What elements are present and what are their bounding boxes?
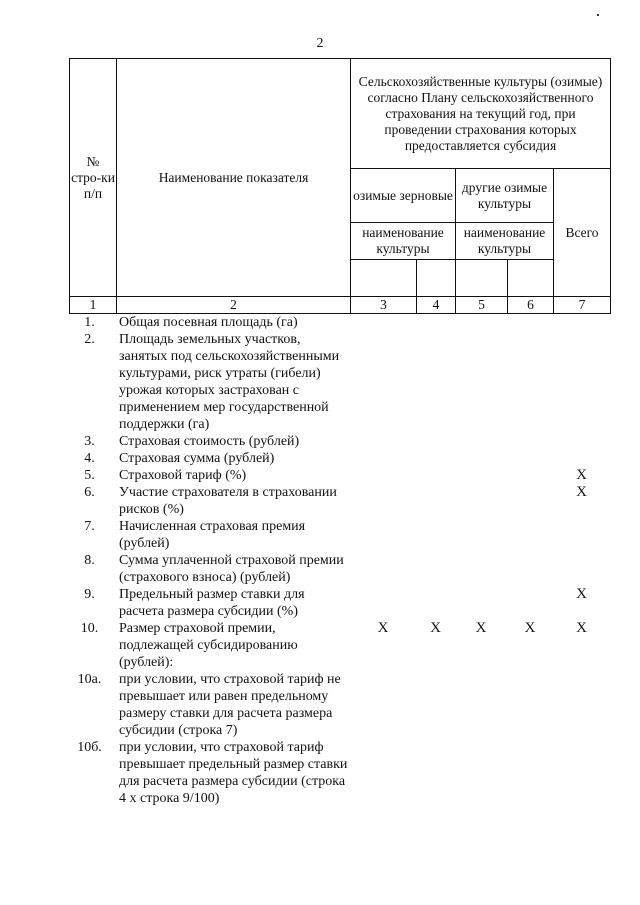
not-applicable-mark: [350, 518, 416, 552]
row-number: 10.: [80, 621, 99, 636]
not-applicable-mark: [455, 586, 507, 620]
not-applicable-mark: [507, 314, 553, 331]
row-number: 7.: [84, 519, 95, 534]
not-applicable-mark: [507, 518, 553, 552]
not-applicable-mark: [455, 467, 507, 484]
not-applicable-mark: [350, 433, 416, 450]
indicator-name: Сумма уплаченной страховой премии (страхового взноса) (рублей): [119, 553, 344, 585]
not-applicable-mark: [416, 331, 455, 433]
column-number: 3: [351, 297, 417, 314]
not-applicable-mark: [350, 484, 416, 518]
not-applicable-mark: [416, 314, 455, 331]
not-applicable-mark: [507, 586, 553, 620]
not-applicable-mark: X: [475, 620, 487, 636]
not-applicable-mark: [507, 433, 553, 450]
indicator-row: [69, 331, 610, 433]
indicator-name: Начисленная страховая премия (рублей): [119, 519, 306, 551]
not-applicable-mark: [350, 314, 416, 331]
not-applicable-mark: [507, 671, 553, 739]
not-applicable-mark: [455, 433, 507, 450]
blank-crop-cell: [351, 260, 417, 297]
row-number: 8.: [84, 553, 95, 568]
indicator-row: [69, 620, 610, 671]
indicator-name: Размер страховой премии, подлежащей субсидированию (рублей):: [119, 621, 298, 670]
not-applicable-mark: [455, 314, 507, 331]
indicator-name: Участие страхователя в страховании рисков (%): [119, 485, 337, 517]
not-applicable-mark: X: [524, 620, 536, 636]
not-applicable-mark: [455, 552, 507, 586]
not-applicable-mark: [350, 467, 416, 484]
not-applicable-mark: [455, 739, 507, 807]
not-applicable-mark: [455, 450, 507, 467]
row-number: 1.: [84, 315, 95, 330]
not-applicable-mark: [350, 739, 416, 807]
not-applicable-mark: [416, 671, 455, 739]
not-applicable-mark: [507, 331, 553, 433]
indicator-row: [69, 671, 610, 739]
not-applicable-mark: X: [377, 620, 389, 636]
not-applicable-mark: [416, 739, 455, 807]
not-applicable-mark: X: [576, 467, 587, 483]
row-number-header: № стро-ки п/п: [70, 59, 117, 297]
not-applicable-mark: [455, 331, 507, 433]
not-applicable-mark: [507, 739, 553, 807]
row-number: 9.: [84, 587, 95, 602]
indicator-row: [69, 433, 610, 450]
not-applicable-mark: [416, 450, 455, 467]
row-number: 2.: [84, 332, 95, 347]
indicator-name: Страховой тариф (%): [119, 468, 247, 483]
crop-name-header-1: наименование культуры: [351, 223, 456, 260]
blank-crop-cell: [417, 260, 456, 297]
indicator-name: Страховая стоимость (рублей): [119, 434, 300, 449]
column-number: 2: [117, 297, 351, 314]
indicator-name: при условии, что страховой тариф не превышает или равен предельному размеру ставки для расчета размера субсидии (строка 7): [119, 672, 341, 738]
blank-crop-cell: [508, 260, 554, 297]
blank-crop-cell: [456, 260, 508, 297]
not-applicable-mark: [507, 484, 553, 518]
not-applicable-mark: [416, 467, 455, 484]
not-applicable-mark: [553, 739, 610, 807]
indicator-row: [69, 739, 610, 807]
not-applicable-mark: [553, 433, 610, 450]
indicator-row: [69, 314, 610, 331]
row-number: 4.: [84, 451, 95, 466]
crops-group-header: Сельскохозяйственные культуры (озимые) согласно Плану сельскохозяйственного страхования на текущий год, при проведении страхования которых предоставляется субсидия: [351, 59, 611, 169]
not-applicable-mark: X: [576, 484, 587, 500]
indicator-name: Общая посевная площадь (га): [119, 315, 298, 330]
not-applicable-mark: X: [576, 586, 587, 602]
not-applicable-mark: [507, 450, 553, 467]
column-number: 1: [70, 297, 117, 314]
crop-name-header-2: наименование культуры: [456, 223, 554, 260]
not-applicable-mark: [553, 518, 610, 552]
page-number: 2: [316, 36, 324, 51]
winter-grain-header: озимые зерновые: [351, 169, 456, 223]
not-applicable-mark: [350, 450, 416, 467]
not-applicable-mark: [416, 552, 455, 586]
not-applicable-mark: [350, 331, 416, 433]
indicator-name-header: Наименование показателя: [117, 59, 351, 297]
indicator-row: [69, 467, 610, 484]
row-number: 10б.: [77, 740, 102, 755]
not-applicable-mark: [455, 518, 507, 552]
not-applicable-mark: [416, 518, 455, 552]
other-winter-crops-header: другие озимые культуры: [456, 169, 554, 223]
indicator-name: Площадь земельных участков, занятых под сельскохозяйственными культурами, риск утраты (гибели) урожая которых застрахован с применением мер государственной поддержки (га): [119, 332, 340, 432]
row-number: 5.: [84, 468, 95, 483]
indicator-row: [69, 518, 610, 552]
total-header: Всего: [554, 169, 611, 297]
not-applicable-mark: [455, 671, 507, 739]
not-applicable-mark: X: [430, 620, 441, 636]
row-number: 10а.: [77, 672, 102, 687]
indicator-name: Страховая сумма (рублей): [119, 451, 275, 466]
not-applicable-mark: X: [576, 620, 587, 636]
not-applicable-mark: [553, 314, 610, 331]
not-applicable-mark: [553, 450, 610, 467]
not-applicable-mark: [350, 586, 416, 620]
not-applicable-mark: [507, 467, 553, 484]
not-applicable-mark: [553, 552, 610, 586]
column-number: 6: [508, 297, 554, 314]
column-number: 7: [554, 297, 611, 314]
indicator-name: Предельный размер ставки для расчета размера субсидии (%): [119, 587, 305, 619]
indicator-rows: [69, 314, 610, 807]
scan-speck: [597, 14, 599, 16]
not-applicable-mark: [350, 552, 416, 586]
indicator-name: при условии, что страховой тариф превышает предельный размер ставки для расчета размера субсидии (строка 4 х строка 9/100): [119, 740, 348, 806]
header-table: [69, 58, 611, 314]
not-applicable-mark: [350, 671, 416, 739]
column-number: 5: [456, 297, 508, 314]
indicator-row: [69, 450, 610, 467]
not-applicable-mark: [416, 484, 455, 518]
indicator-row: [69, 552, 610, 586]
row-number: 3.: [84, 434, 95, 449]
not-applicable-mark: [416, 433, 455, 450]
not-applicable-mark: [553, 331, 610, 433]
indicator-row: [69, 484, 610, 518]
column-number: 4: [417, 297, 456, 314]
indicator-row: [69, 586, 610, 620]
row-number: 6.: [84, 485, 95, 500]
not-applicable-mark: [553, 671, 610, 739]
not-applicable-mark: [507, 552, 553, 586]
not-applicable-mark: [455, 484, 507, 518]
not-applicable-mark: [416, 586, 455, 620]
